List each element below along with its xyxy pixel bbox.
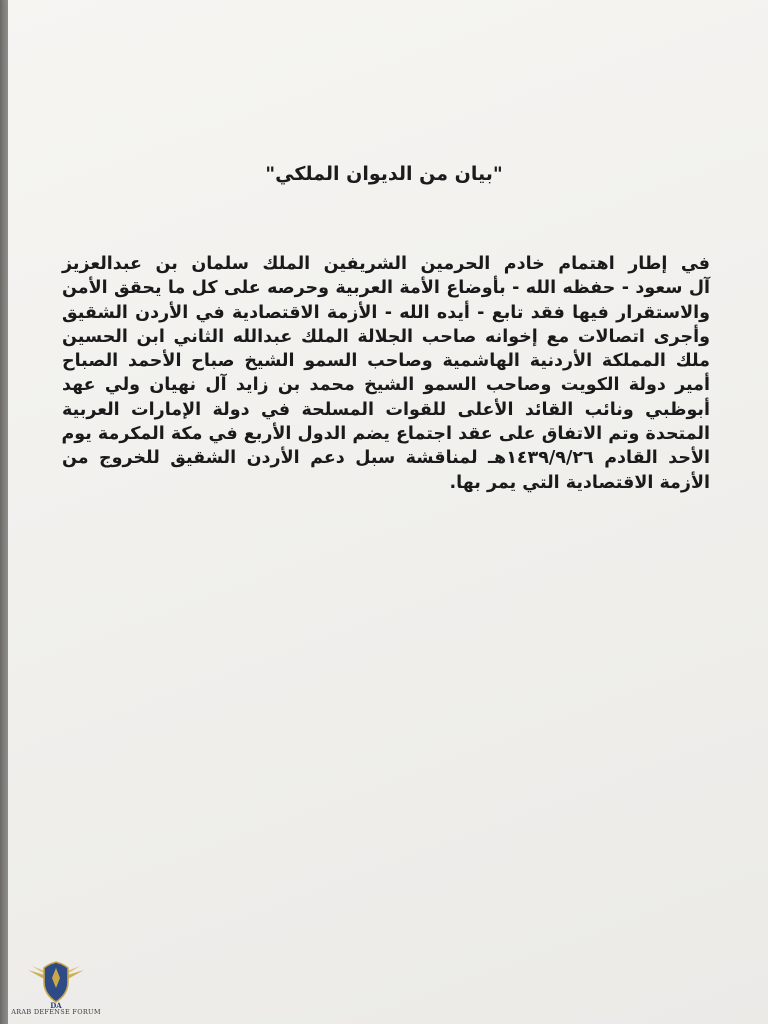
statement-title: "بيان من الديوان الملكي" (265, 163, 503, 185)
forum-watermark (4, 956, 108, 1022)
document-page (8, 0, 768, 1024)
eagle-shield-logo-icon (26, 956, 86, 1010)
body-line: آل سعود - حفظه الله - بأوضاع الأمة العربية وحرصه على كل ما يحقق الأمن (62, 278, 710, 299)
statement-body (62, 252, 710, 495)
body-line: الأحد القادم ١٤٣٩/٩/٢٦هـ لمناقشة سبل دعم الأردن الشقيق للخروج من (62, 448, 710, 469)
body-line: ملك المملكة الأردنية الهاشمية وصاحب السمو الشيخ صباح الأحمد الصباح (62, 351, 710, 372)
body-line: وأجرى اتصالات مع إخوانه صاحب الجلالة الملك عبدالله الثاني ابن الحسين (62, 326, 710, 347)
body-line: أمير دولة الكويت وصاحب السمو الشيخ محمد بن زايد آل نهيان ولي عهد (62, 375, 710, 396)
body-line: الأزمة الاقتصادية التي يمر بها. (449, 472, 710, 493)
logo-letters: DA (50, 1001, 62, 1010)
body-line: المتحدة وتم الاتفاق على عقد اجتماع يضم الدول الأربع في مكة المكرمة يوم (61, 424, 710, 445)
body-line: في إطار اهتمام خادم الحرمين الشريفين الملك سلمان بن عبدالعزيز (62, 254, 710, 274)
body-line: أبوظبي ونائب القائد الأعلى للقوات المسلحة في دولة الإمارات العربية (62, 399, 710, 420)
body-line: والاستقرار فيها فقد تابع - أيده الله - الأزمة الاقتصادية في الأردن الشقيق (62, 302, 710, 323)
watermark-label: ARAB DEFENSE FORUM (11, 1008, 101, 1016)
